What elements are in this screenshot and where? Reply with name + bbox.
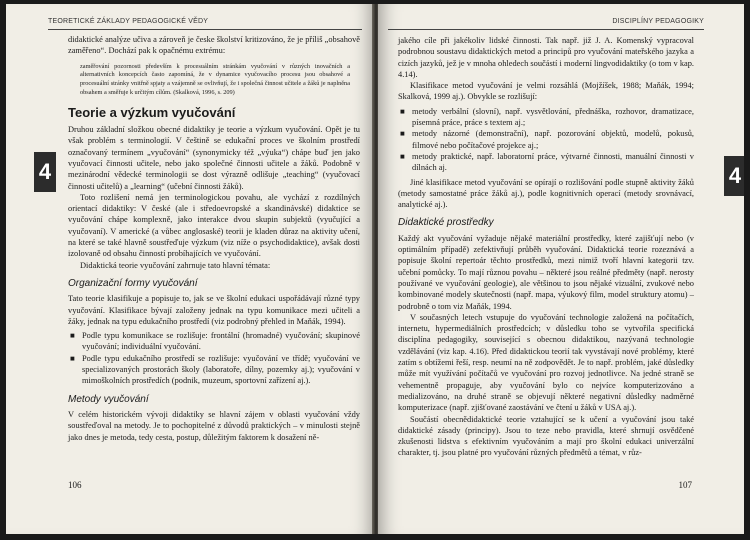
page-number: 106: [68, 480, 82, 490]
subsection-heading: Metody vyučování: [68, 393, 149, 405]
bullet-icon: ■: [70, 331, 75, 341]
bullet-list: [398, 106, 694, 174]
paragraph: Druhou základní složkou obecné didaktiky je teorie a výzkum vyučování. Opět je tu však problém s terminologií. V češtině se edukační proces ve školním prostředí označovaný termínem „vyučování“ (synonymicky též „výuka“) chápe buď jen jako vyučovací činnosti učitele, nebo jako společné činnosti učitele a žáků. Podobně v mezinárodní vědecké terminologii se dost výrazně odlišuje „teaching“ (vyučovací činnosti učitelů) a „learning“ (učební činnosti žáků).: [68, 125, 360, 191]
paragraph: jakého cíle při jakékoliv lidské činnosti. Tak např. již J. A. Komenský vypracoval podrobnou soustavu didaktických metod a principů pro vyučování mateřského jazyka a cizích jazyků, jež je v mnoha ohledech součástí i moderní lingvodidaktiky (o tom v kap. 4.14).: [398, 36, 694, 79]
running-head: TEORETICKÉ ZÁKLADY PEDAGOGICKÉ VĚDY: [48, 18, 209, 25]
paragraph: Každý akt vyučování vyžaduje nějaké materiální prostředky, které zajišťují nebo (v optimálním případě) zefektivňují průběh vyučování. Didaktická teorie rozeznává a popisuje školní repertoár těchto prostředků, mezi nimiž tvoří hlavní kategorii tzv. učební pomůcky. To mají různou povahu – některé jsou reálné předměty (např. nerosty používané ve vyučování geologie), ale většinou to jsou nějaké vizuální, zvukové nebo kombinované modely skutečnosti (např. mapa, výukový film, model struktury atomu) – podrobně o tom viz Maňák, 1994.: [398, 233, 694, 311]
header-rule: [388, 29, 704, 30]
bullet-list: [68, 330, 360, 386]
list-item: ■ Podle typu komunikace se rozlišuje: frontální (hromadné) vyučování; skupinové vyučování; individuální vyučování.: [70, 331, 360, 352]
intro-paragraph: didaktické analýze učiva a zároveň je česke školství kritizováno, že je příliš „obsahově zaměřeno“. Dochází pak k opačnému extrému:: [68, 35, 360, 56]
paragraph: Jiné klasifikace metod vyučování se opírají o rozlišování podle stupně aktivity žáků (metody samostatné práce žáků aj.), podle kognitivních operací (metody srovnávací, analytické aj.).: [398, 177, 694, 210]
chapter-tab: 4: [724, 156, 744, 196]
list-item: ■ metody verbální (slovní), např. vysvětlování, přednáška, rozhovor, dramatizace, písemná práce, práce s textem aj.;: [400, 106, 694, 128]
bullet-icon: ■: [400, 129, 405, 139]
block-quote: zaměřování pozornosti především k procesuálním stránkám vyučování v různých inovačních a alternativních koncepcích často zapomíná, že v dynamice vyučovacího procesu jsou obsahové a procesuální stránky vnitřně spjaty a vzájemně se ovlivňují, že i společná činnost učitele a žáků je naplněna obsahem a směřuje k určitým cílům. (Skalková, 1996, s. 209): [80, 62, 350, 96]
paragraph: V současných letech vstupuje do vyučování technologie založená na počítačích, internetu, hypermediálních prostředcích; v důsledku toho se vytvořila specifická disciplína pedagogiky, související s obecnou didaktikou, nazývaná technologie vzdělávání (viz kap. 4.16). Před didaktickou teorií tak vyvstávají nové problémy, které zatím s obtížemi řeší, resp. neumí na ně zodpovědět. Je to např. problém, jaké důsledky může mít využívání počítačů ve vyučování pro rozvoj jednotlivce. Na jedné straně se vehementně propaguje, aby vyučování bylo co nejvíce komputerizováno a medializováno, na druhé straně se objevují některé negativní důsledky nadměrné komputerizace (např. zjišťované zaostávání ve čtení u žáků v USA aj.).: [398, 312, 694, 413]
bullet-icon: ■: [400, 151, 405, 161]
paragraph: Součástí obecnědidaktické teorie vztahující se k učení a vyučování jsou také didaktické zásady (principy). Jsou to teze nebo pravidla, které shrnují osvědčené zkušenosti lidstva s efektivním vyučováním a mají pro školní edukaci univerzální charakter, tj. jsou platné pro vyučování různých předmětů a témat, v růz-: [398, 414, 694, 458]
list-item: ■ metody praktické, např. laboratorní práce, výtvarné činnosti, manuální činnosti v dílnách aj.: [400, 151, 694, 173]
paragraph: Klasifikace metod vyučování je velmi rozsáhlá (Mojžíšek, 1988; Maňák, 1994; Skalková, 1999 aj.). Obvykle se rozlišují:: [398, 81, 694, 102]
left-page: [6, 4, 374, 534]
section-heading: Teorie a výzkum vyučování: [68, 104, 236, 120]
bullet-icon: ■: [400, 106, 405, 116]
page-number: 107: [678, 480, 692, 490]
header-rule: [48, 29, 362, 30]
list-item: ■ metody názorné (demonstrační), např. pozorování objektů, modelů, pokusů, filmové nebo počítačové projekce aj.;: [400, 129, 694, 150]
text-column: [398, 35, 694, 459]
paragraph: V celém historickém vývoji didaktiky se hlavní zájem v oblasti vyučování vždy soustřeďoval na metody. Je to pochopitelné z důvodů praktických – v minulosti stejně jako dnes je metoda, tedy cesta, postup, důležitým faktorem k dosažení ně-: [68, 409, 360, 442]
text-column: [68, 34, 360, 443]
list-item: ■ Podle typu edukačního prostředí se rozlišuje: vyučování ve třídě; vyučování ve specializovaných prostorách školy (laboratoře, dílny, pozemky aj.); vyučování v mimoškolních prostředích (podnik, muzeum, sportovní zařízení aj.).: [70, 353, 360, 386]
running-head: DISCIPLÍNY PEDAGOGIKY: [612, 18, 704, 25]
paragraph: Toto rozlišení nemá jen terminologickou povahu, ale vychází z rozdílných orientací didaktiky: V české (ale i středoevropské a skandinávské) didaktice se vyučování chápe komplexně, jako interakce dvou skupin subjektů (vyučující a vyučovaní). V americké (a vůbec anglosaské) teorii je kladen důraz na aktivity učení, na které se také hlavně soustřeďuje výzkum (viz níže o psychodidaktice), avšak dosti izolovaně od obsahu činností probíhajících ve vyučování.: [68, 192, 360, 259]
paragraph: Tato teorie klasifikuje a popisuje to, jak se ve školní edukaci uspořádávají různé typy vyučování. Klasifikace bývají založeny jednak na typu komunikace mezi učiteli a žáky, jednak na typu edukačního prostředí (viz podrobný přehled in Maňák, 1994).: [68, 294, 360, 326]
bullet-icon: ■: [70, 353, 75, 363]
subsection-heading: Organizační formy vyučování: [68, 277, 198, 289]
right-page: [378, 4, 744, 534]
paragraph: Didaktická teorie vyučování zahrnuje tato hlavní témata:: [80, 260, 271, 270]
subsection-heading: Didaktické prostředky: [398, 217, 494, 229]
chapter-tab: 4: [34, 152, 56, 192]
